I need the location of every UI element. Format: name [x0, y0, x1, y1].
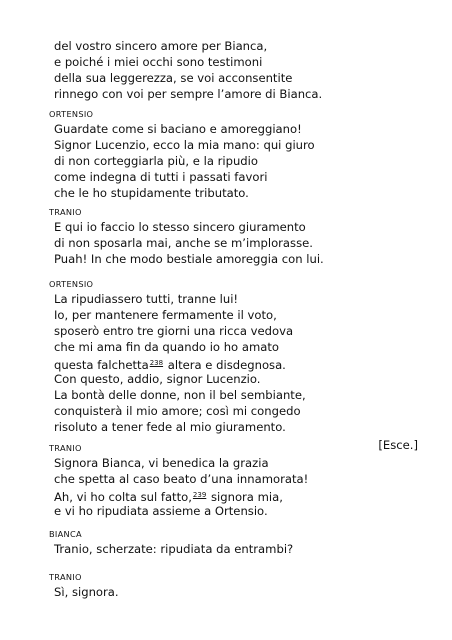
- verse-line: [54, 38, 267, 54]
- verse-text: che le ho stupidamente tributato.: [54, 186, 249, 200]
- verse-line: [54, 339, 279, 355]
- verse-text: Puah! In che modo bestiale amoreggia con lui.: [54, 252, 324, 266]
- stage-direction: [Esce.]: [378, 438, 418, 452]
- speaker-name: ORTENSIO: [49, 279, 94, 289]
- verse-text: e poiché i miei occhi sono testimoni: [54, 55, 263, 69]
- speaker-name: TRANIO: [49, 572, 82, 582]
- verse-line: [54, 185, 249, 201]
- verse-line: [54, 541, 293, 557]
- verse-text: rinnego con voi per sempre l’amore di Bianca.: [54, 87, 323, 101]
- verse-line: [54, 251, 324, 267]
- verse-line: [54, 419, 286, 435]
- verse-line: [54, 471, 308, 487]
- verse-line: [54, 584, 119, 600]
- verse-text: La ripudiassero tutti, tranne lui!: [54, 292, 239, 306]
- verse-text: che mi ama fin da quando io ho amato: [54, 340, 279, 354]
- verse-text: Io, per mantenere fermamente il voto,: [54, 308, 277, 322]
- verse-line: [54, 137, 315, 153]
- verse-text: sposerò entro tre giorni una ricca vedova: [54, 324, 294, 338]
- verse-text: risoluto a tener fede al mio giuramento.: [54, 420, 286, 434]
- verse-line: [54, 371, 260, 387]
- speaker-name: BIANCA: [49, 529, 82, 539]
- verse-text: come indegna di tutti i passati favori: [54, 170, 268, 184]
- verse-text: Sì, signora.: [54, 585, 119, 599]
- verse-text: della sua leggerezza, se voi acconsentite: [54, 71, 293, 85]
- verse-line: [54, 153, 258, 169]
- verse-text: Guardate come si baciano e amoreggiano!: [54, 122, 302, 136]
- verse-line: [54, 323, 293, 339]
- verse-line: [54, 121, 302, 137]
- verse-line: [54, 86, 322, 102]
- verse-text: Signora Bianca, vi benedica la grazia: [54, 456, 269, 470]
- verse-line: [54, 503, 268, 519]
- verse-text: che spetta al caso beato d’una innamorata!: [54, 472, 309, 486]
- footnote-link[interactable]: 239: [192, 491, 207, 499]
- verse-text: di non corteggiarla più, e la ripudio: [54, 154, 258, 168]
- verse-text: di non sposarla mai, anche se m’implorasse.: [54, 236, 313, 250]
- verse-line: [54, 307, 277, 323]
- verse-text: E qui io faccio lo stesso sincero giuramento: [54, 220, 306, 234]
- verse-text: conquisterà il mio amore; così mi congedo: [54, 404, 301, 418]
- verse-line: [54, 219, 306, 235]
- verse-text: Tranio, scherzate: ripudiata da entrambi?: [54, 542, 294, 556]
- speaker-name: TRANIO: [49, 443, 82, 453]
- verse-text-continued: signora mia,: [207, 490, 283, 504]
- speaker-name: TRANIO: [49, 207, 82, 217]
- verse-text-continued: altera e disdegnosa.: [164, 358, 286, 372]
- verse-line: [54, 387, 306, 403]
- verse-text: La bontà delle donne, non il bel sembiante,: [54, 388, 306, 402]
- verse-text: questa falchetta: [54, 358, 149, 372]
- verse-line: [54, 291, 238, 307]
- verse-line: [54, 70, 292, 86]
- verse-text: del vostro sincero amore per Bianca,: [54, 39, 268, 53]
- verse-line: [54, 455, 269, 471]
- verse-line: [54, 54, 262, 70]
- verse-line: [54, 403, 301, 419]
- speaker-name: ORTENSIO: [49, 109, 94, 119]
- verse-line: [54, 169, 267, 185]
- verse-text: Con questo, addio, signor Lucenzio.: [54, 372, 261, 386]
- verse-text: e vi ho ripudiata assieme a Ortensio.: [54, 504, 268, 518]
- verse-text: Ah, vi ho colta sul fatto,: [54, 490, 192, 504]
- verse-line: [54, 235, 313, 251]
- verse-text: Signor Lucenzio, ecco la mia mano: qui giuro: [54, 138, 315, 152]
- footnote-link[interactable]: 238: [149, 359, 164, 367]
